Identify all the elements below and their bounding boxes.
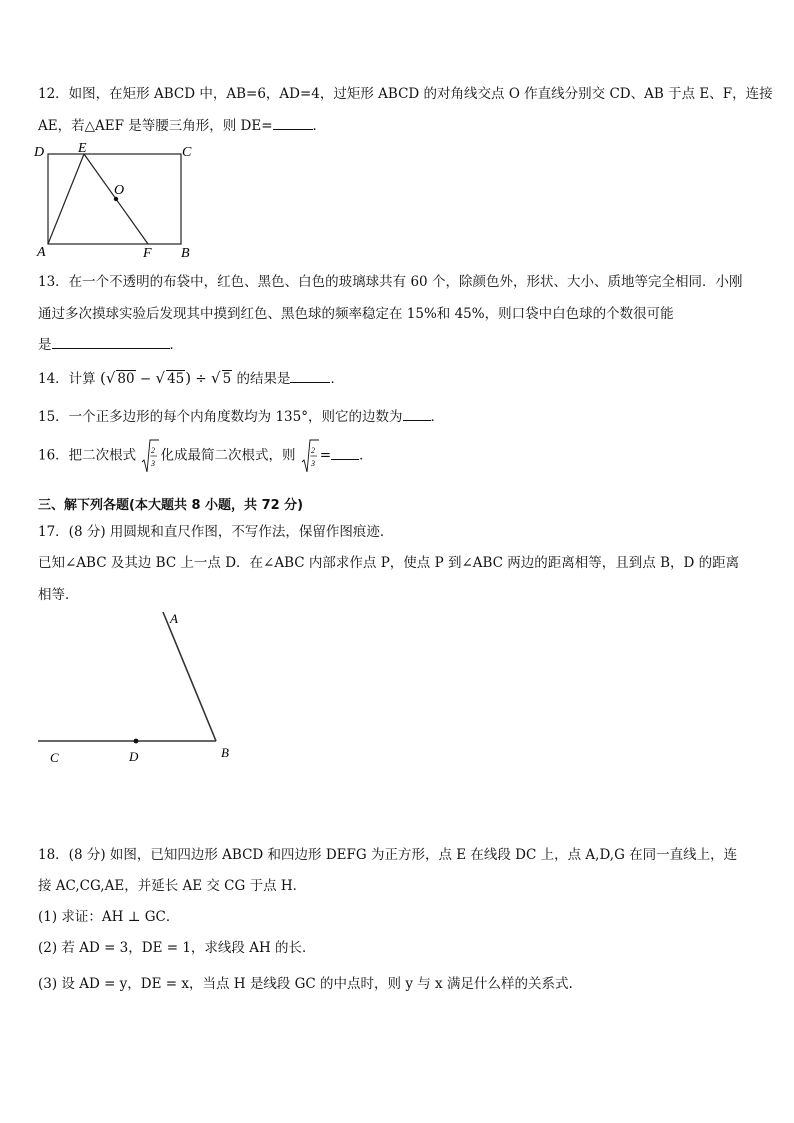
q17-angle-figure xyxy=(30,605,250,780)
q16-radical-1 xyxy=(141,438,159,474)
q17-line3: 相等． xyxy=(38,587,79,603)
q14-suffix: 的结果是 xyxy=(236,371,291,387)
label-c: C xyxy=(50,750,59,765)
q18-part3: (3) 设 AD = y，DE = x，当点 H 是线段 GC 的中点时，则 y 与 x 满足什么样的关系式. xyxy=(38,976,573,992)
label-b: B xyxy=(221,745,229,760)
q16-line xyxy=(38,438,373,474)
q15-end: ． xyxy=(430,409,444,425)
label-a: A xyxy=(170,611,178,626)
label-b: B xyxy=(181,246,190,261)
q14-open-paren: ( xyxy=(99,369,106,387)
q16-equals: = xyxy=(319,447,332,464)
q13-line1: 13．在一个不透明的布袋中，红色、黑色、白色的玻璃球共有 60 个，除颜色外，形状、大小、质地等完全相同．小刚 xyxy=(38,274,743,290)
q12-rectangle-figure xyxy=(30,140,210,262)
q16-answer-blank[interactable] xyxy=(331,445,359,460)
q16-middle: 化成最简二次根式，则 xyxy=(160,447,296,464)
label-c: C xyxy=(182,145,192,160)
segment-ae xyxy=(48,154,84,244)
ray-ba xyxy=(163,612,216,741)
q18-line2: 接 AC,CG,AE，并延长 AE 交 CG 于点 H． xyxy=(38,878,307,894)
q18-line1: 18．(8 分) 如图，已知四边形 ABCD 和四边形 DEFG 为正方形，点 E 在线段 DC 上，点 A,D,G 在同一直线上，连 xyxy=(38,847,738,863)
q17-line2: 已知∠ABC 及其边 BC 上一点 D．在∠ABC 内部求作点 P，使点 P 到∠ABC 两边的距离相等，且到点 B，D 的距离 xyxy=(38,555,740,571)
q12-line2 xyxy=(38,114,326,134)
q13-answer-blank[interactable] xyxy=(52,334,170,349)
section-3-title: 三、解下列各题(本大题共 8 小题，共 72 分) xyxy=(38,498,304,513)
q14-radicand-2: 45 xyxy=(167,371,185,387)
label-a: A xyxy=(37,245,46,260)
label-e: E xyxy=(78,141,87,156)
q14-close-paren: ) xyxy=(185,369,192,387)
q14-answer-blank[interactable] xyxy=(290,368,330,383)
q15-text: 15．一个正多边形的每个内角度数均为 135°，则它的边数为 xyxy=(38,409,403,425)
sqrt-icon: √ xyxy=(105,369,116,387)
q12-text: AE，若△AEF 是等腰三角形，则 DE= xyxy=(38,118,273,134)
q12-line1: 12．如图，在矩形 ABCD 中，AB=6，AD=4，过矩形 ABCD 的对角线交点 O 作直线分别交 CD、AB 于点 E、F，连接 xyxy=(38,86,773,102)
q14-end: ． xyxy=(330,371,344,387)
q18-part2: (2) 若 AD = 3，DE = 1，求线段 AH 的长． xyxy=(38,940,316,956)
sqrt-icon: √ xyxy=(155,369,166,387)
q15-answer-blank[interactable] xyxy=(403,406,431,421)
label-o: O xyxy=(114,183,125,198)
q14-minus: − xyxy=(135,371,156,387)
q14-line xyxy=(38,367,344,387)
q15-line xyxy=(38,405,444,425)
q16-numerator: 2 xyxy=(151,446,156,455)
q16-radical-2 xyxy=(301,438,319,474)
q18-part1: (1) 求证：AH ⊥ GC． xyxy=(38,909,180,925)
sqrt-icon: √ xyxy=(211,369,221,387)
label-f: F xyxy=(143,246,152,261)
label-d: D xyxy=(129,749,139,764)
point-d xyxy=(134,739,139,744)
label-d: D xyxy=(34,145,45,160)
q16-prefix: 16．把二次根式 xyxy=(38,447,137,464)
q14-radicand-1: 80 xyxy=(117,371,135,387)
q16-denominator: 3 xyxy=(151,459,156,468)
q14-prefix: 14．计算 xyxy=(38,371,96,387)
q17-line1: 17．(8 分) 用圆规和直尺作图，不写作法，保留作图痕迹． xyxy=(38,524,394,540)
q13-line2: 通过多次摸球实验后发现其中摸到红色、黑色球的频率稳定在 15%和 45%，则口袋中白色球的个数很可能 xyxy=(38,306,674,322)
q12-end: ． xyxy=(312,118,327,134)
svg-text:2: 2 xyxy=(310,446,315,455)
q14-radicand-3: 5 xyxy=(222,371,232,387)
q14-divide: ÷ xyxy=(191,371,212,387)
q13-line3 xyxy=(38,333,183,353)
q13-text: 是 xyxy=(38,337,52,353)
q16-end: ． xyxy=(359,447,373,464)
q12-answer-blank[interactable] xyxy=(273,115,313,130)
q13-end: ． xyxy=(169,337,183,353)
svg-text:3: 3 xyxy=(310,459,315,468)
